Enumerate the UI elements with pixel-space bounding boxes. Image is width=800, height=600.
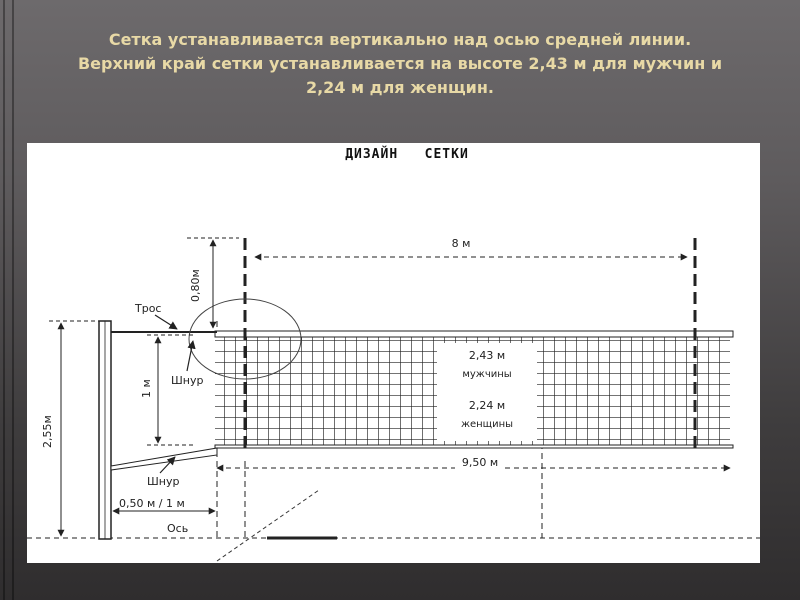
label-axis: Ось xyxy=(167,522,189,535)
label-net-length: 9,50 м xyxy=(461,456,499,469)
label-net-width: 1 м xyxy=(140,379,153,398)
lower-cord xyxy=(111,448,217,470)
diagram-title: ДИЗАЙН СЕТКИ xyxy=(345,147,469,162)
slide-caption xyxy=(40,28,760,100)
net-bottom-band xyxy=(215,445,733,448)
frame-line-left xyxy=(3,0,5,600)
label-men: мужчины xyxy=(462,369,512,380)
label-antenna-height: 0,80м xyxy=(189,269,202,302)
label-cord-upper: Шнур xyxy=(171,374,204,387)
label-antenna-spacing: 8 м xyxy=(451,237,471,250)
caption-line-3: 2,24 м для женщин. xyxy=(305,78,495,97)
caption-line-1: Сетка устанавливается вертикально над осью средней линии. xyxy=(108,30,692,49)
label-men-height: 2,43 м xyxy=(468,349,506,362)
label-women-height: 2,24 м xyxy=(468,399,506,412)
frame-line-left-inner xyxy=(12,0,14,600)
sideline-dashed xyxy=(217,490,319,561)
label-women: женщины xyxy=(460,419,514,430)
net-top-band xyxy=(215,331,733,337)
label-post-height: 2,55м xyxy=(41,415,54,448)
net-diagram-panel xyxy=(27,143,760,563)
label-post-offset: 0,50 м / 1 м xyxy=(119,497,185,510)
caption-line-2: Верхний край сетки устанавливается на высоте 2,43 м для мужчин и xyxy=(77,54,723,73)
label-cord-lower: Шнур xyxy=(147,475,180,488)
label-cable: Трос xyxy=(135,302,162,315)
net-diagram xyxy=(27,143,760,563)
